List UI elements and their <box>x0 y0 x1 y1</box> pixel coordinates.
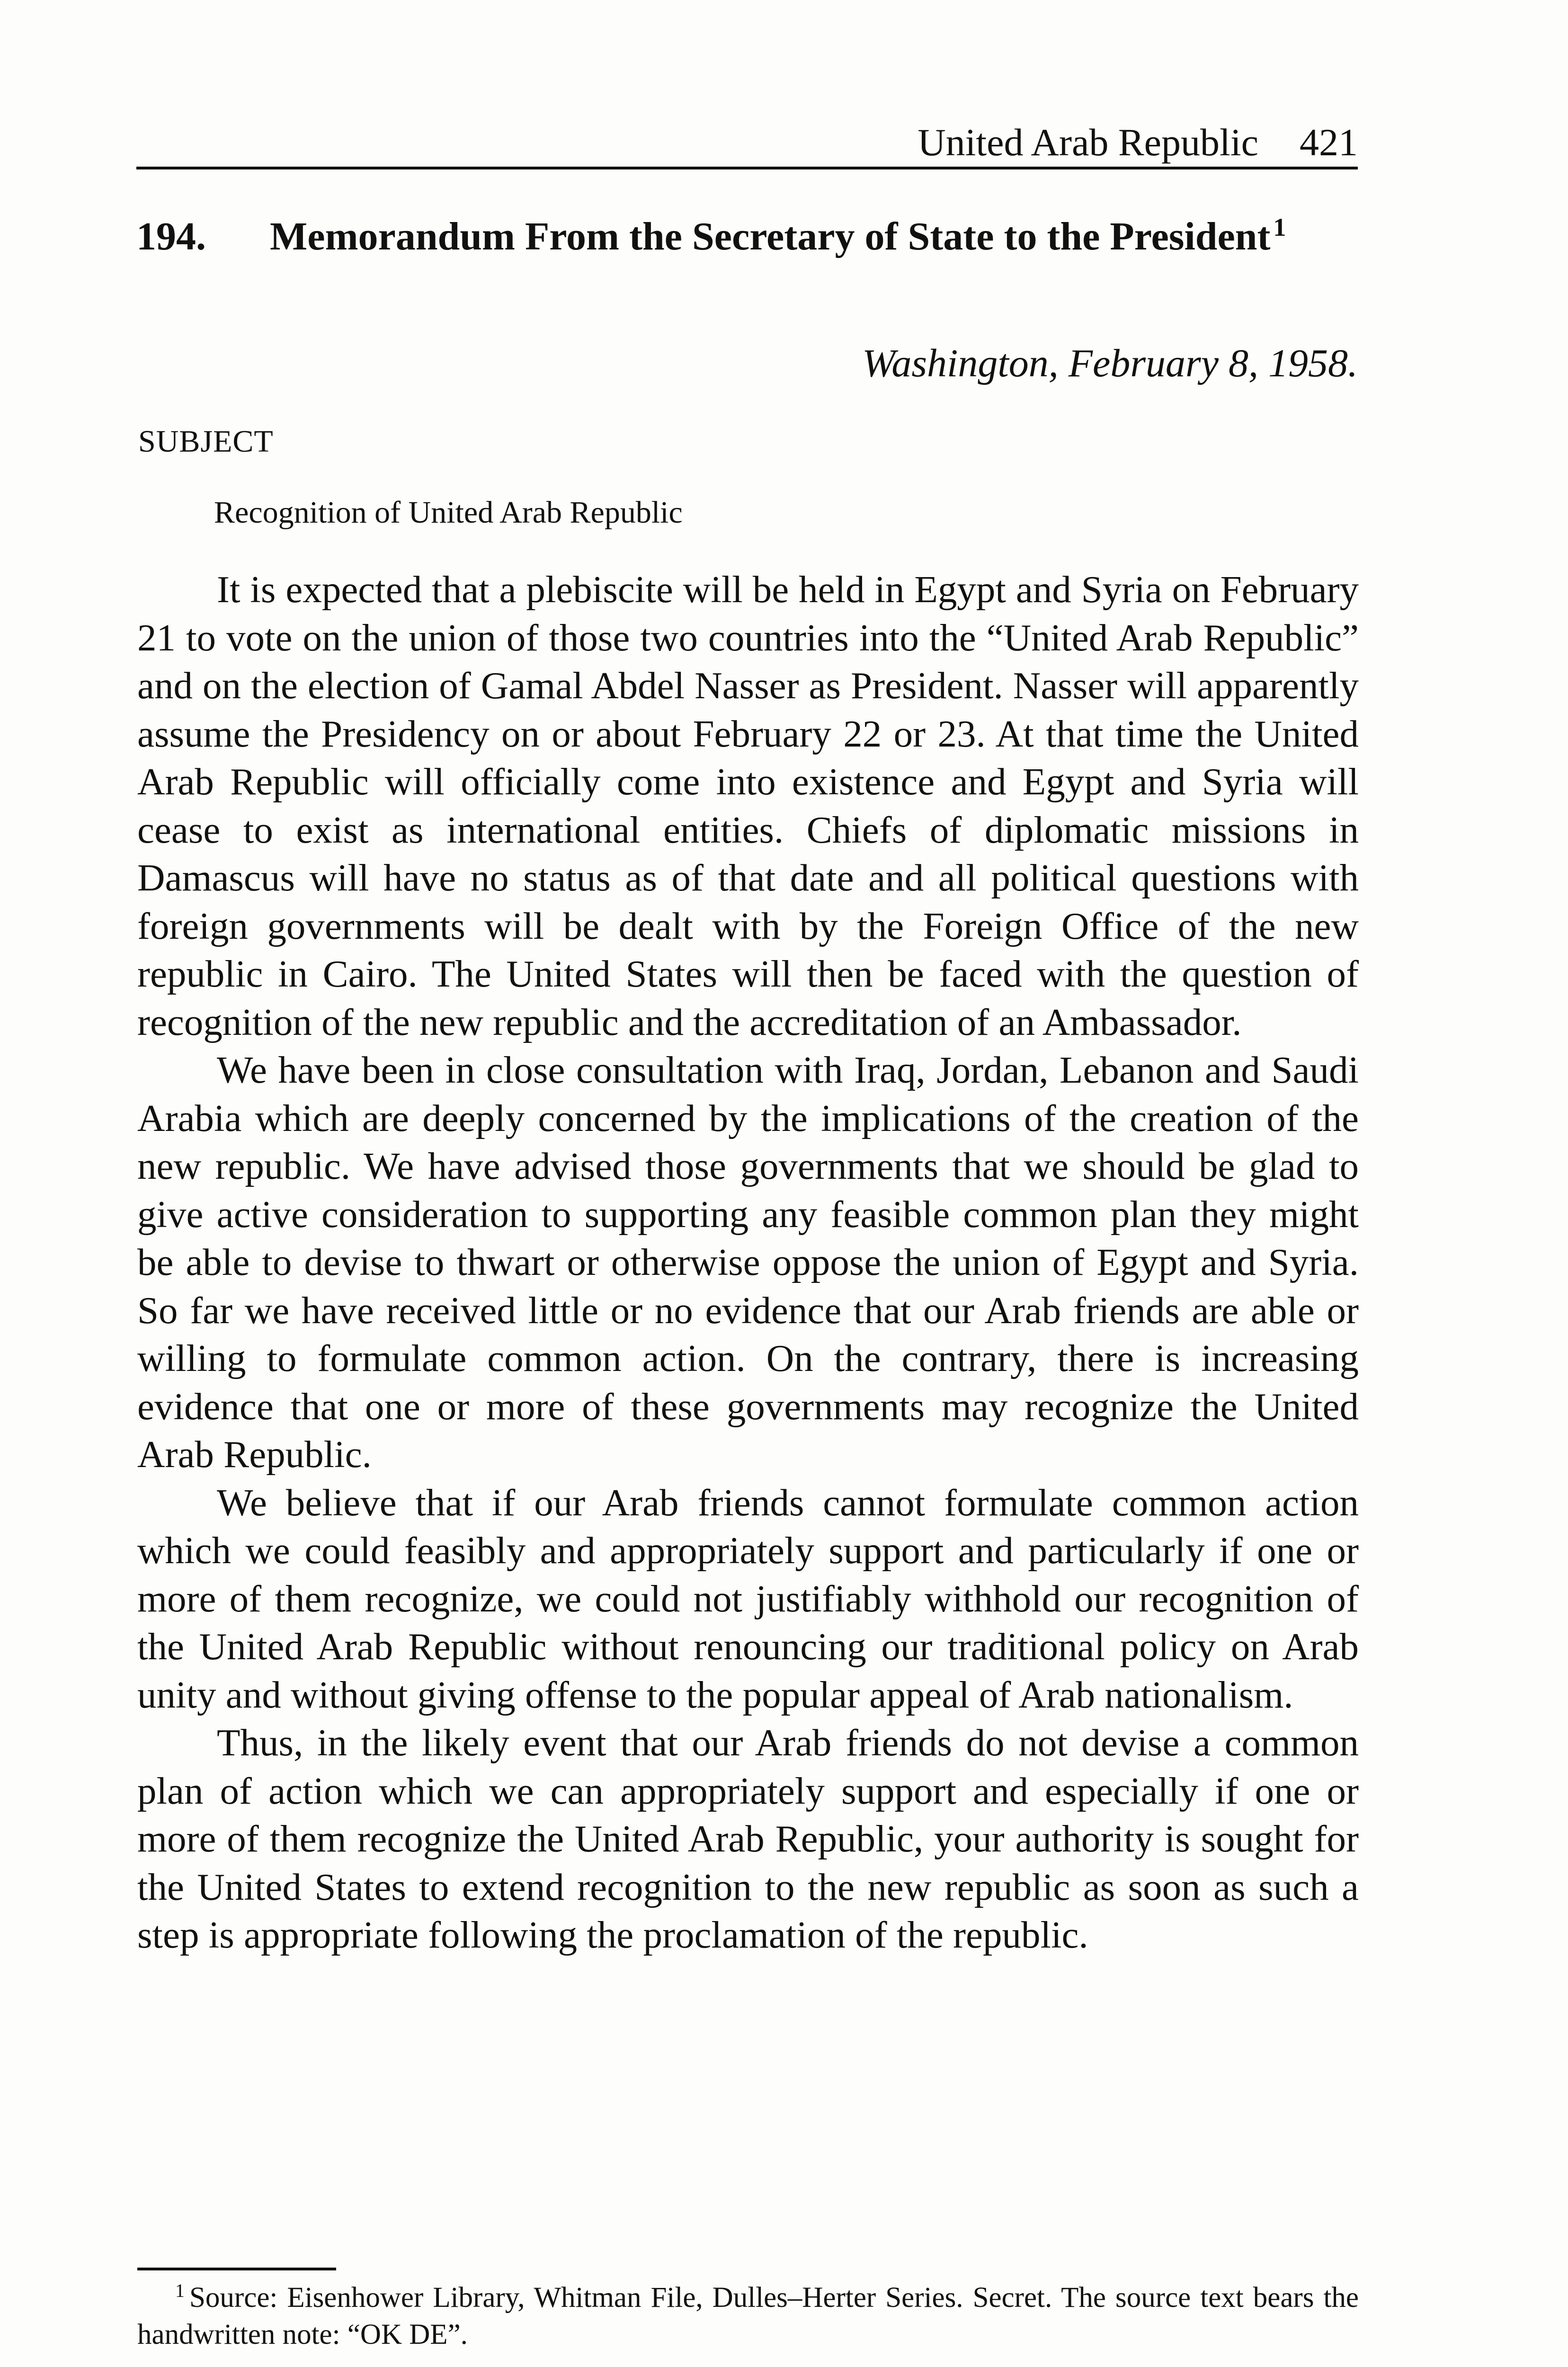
footnote-text: Source: Eisenhower Library, Whitman File, Dulles–Herter Series. Secret. The source text bears the handwritten note: “OK DE”. <box>137 2282 1359 2350</box>
document-number: 194. <box>136 214 206 258</box>
page-number: 421 <box>1300 121 1358 164</box>
running-header-title: United Arab Republic <box>918 121 1258 164</box>
header-rule <box>136 167 1358 169</box>
body-paragraph: We have been in close consultation with Iraq, Jordan, Lebanon and Saudi Arabia which are deeply concerned by the implications of the creation of the new republic. We have advised those governments that we should be glad to give active consideration to supporting any feasible common plan they might be able to devise to thwart or otherwise oppose the union of Egypt and Syria. So far we have received little or no evidence that our Arab friends are able or willing to formulate common action. On the contrary, there is increasing evidence that one or more of these governments may recognize the United Arab Republic. <box>137 1049 1359 1476</box>
body-paragraph: Thus, in the likely event that our Arab friends do not devise a common plan of action which we can appropriately support and especially if one or more of them recognize the United Arab Republic, your authority is sought for the United States to extend recognition to the new republic as soon as such a step is appropriate following the proclamation of the republic. <box>137 1721 1359 1956</box>
subject-text: Recognition of United Arab Republic <box>214 495 683 530</box>
footnote-marker: 1 <box>175 2279 185 2301</box>
subject-label: SUBJECT <box>138 424 274 459</box>
body-paragraph: We believe that if our Arab friends cannot formulate common action which we could feasibly and appropriately support and particularly if one or more of them recognize, we could not justifiably withhold our recognition of the United Arab Republic without renouncing our traditional policy on Arab unity and without giving offense to the popular appeal of Arab nationalism. <box>137 1481 1359 1716</box>
dateline: Washington, February 8, 1958. <box>862 341 1358 385</box>
memo-body <box>137 566 1359 1959</box>
footnote <box>137 2279 1359 2353</box>
running-header <box>136 119 1358 167</box>
document-heading <box>136 213 1415 258</box>
footnote-rule <box>137 2268 336 2270</box>
footnote-reference: 1 <box>1273 213 1286 241</box>
body-paragraph: It is expected that a plebiscite will be held in Egypt and Syria on February 21 to vote on the union of those two countries into the “United Arab Republic” and on the election of Gamal Abdel Nasser as President. Nasser will apparently assume the Presidency on or about February 22 or 23. At that time the United Arab Republic will officially come into existence and Egypt and Syria will cease to exist as international entities. Chiefs of diplomatic missions in Damascus will have no status as of that date and all political questions with foreign governments will be dealt with by the Foreign Office of the new republic in Cairo. The United States will then be faced with the question of recognition of the new republic and the accreditation of an Ambassador. <box>137 568 1359 1043</box>
document-title: Memorandum From the Secretary of State to the President <box>270 214 1271 258</box>
